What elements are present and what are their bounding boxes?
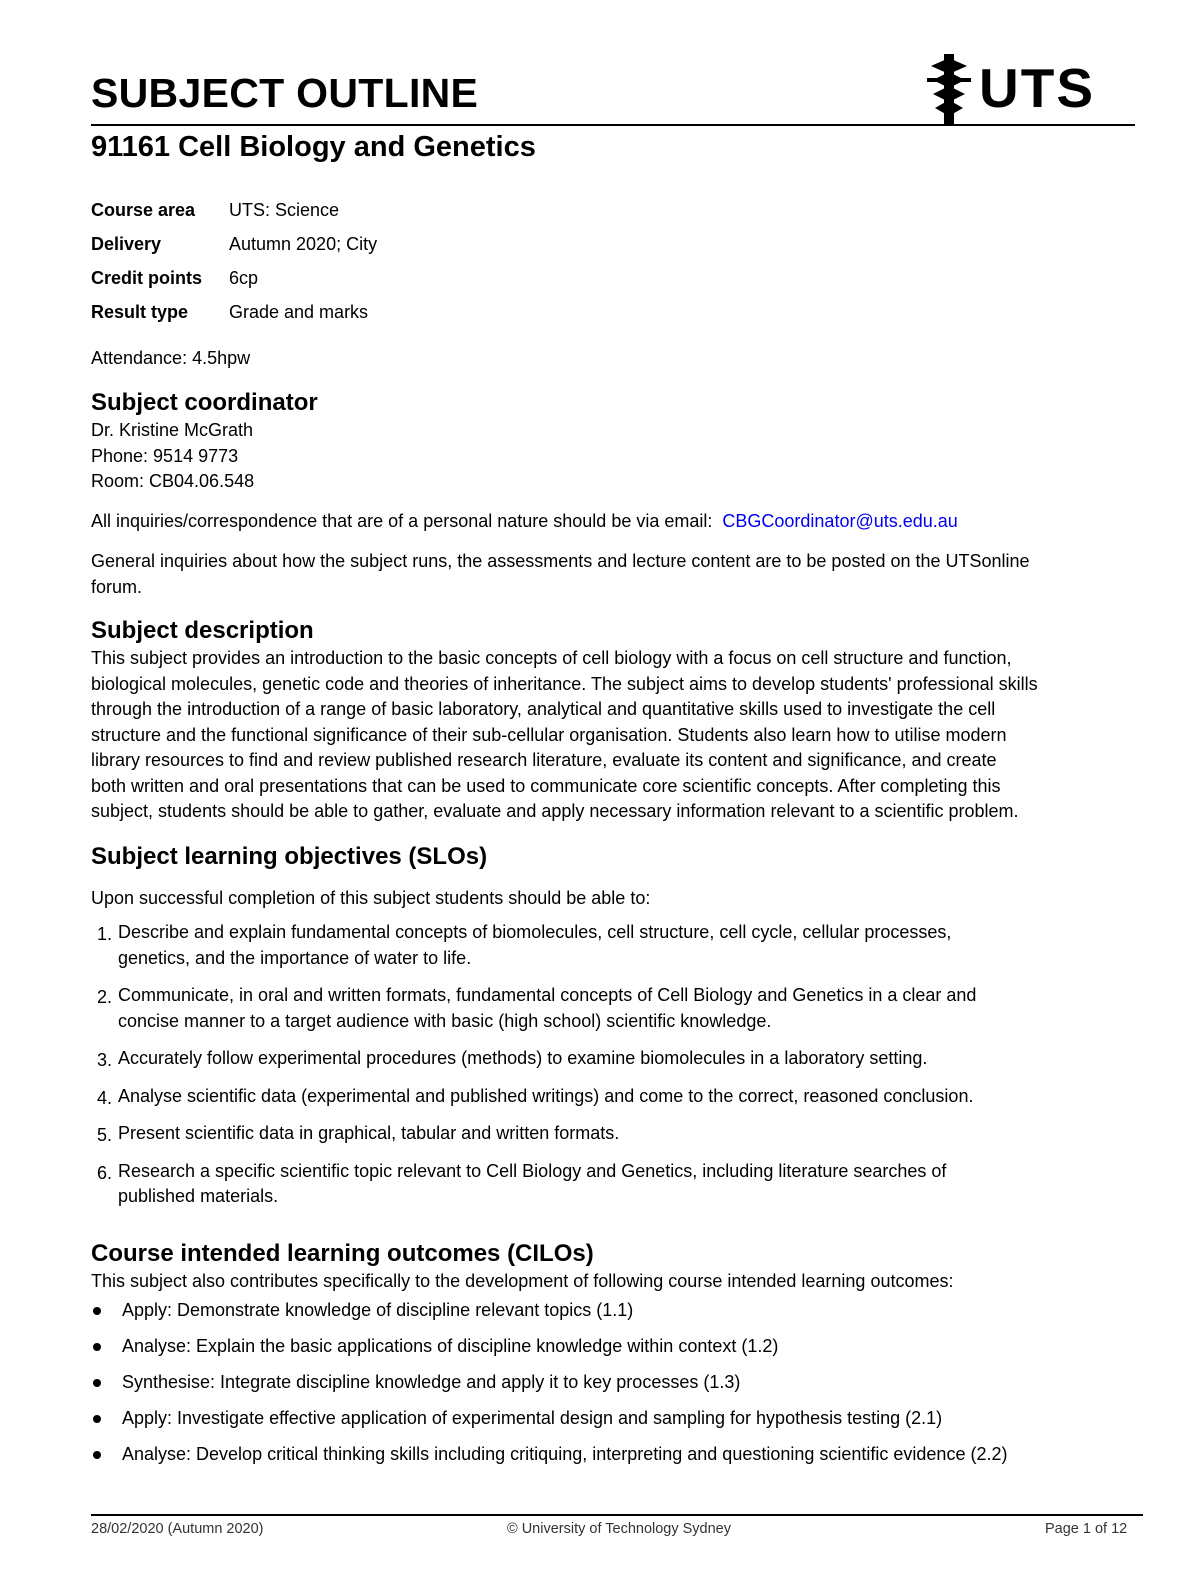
cilos-heading: Course intended learning outcomes (CILOs) [91, 1240, 594, 1267]
slo-line: genetics, and the importance of water to life. [118, 947, 472, 968]
slo-item [91, 1046, 1091, 1084]
slo-line: published materials. [118, 1186, 279, 1206]
bullet-icon [93, 1415, 101, 1423]
description-line: through the introduction of a range of basic laboratory, analytical and quantitative skills used to investigate the cell [91, 699, 996, 719]
slo-number: 2. [97, 987, 113, 1007]
uts-crest-icon [927, 54, 971, 124]
meta-value: 6cp [229, 267, 259, 288]
meta-row-course-area [91, 193, 377, 227]
cilo-text: Analyse: Explain the basic applications of discipline knowledge within context (1.2) [122, 1336, 779, 1356]
description-line: structure and the functional significance of their sub-cellular organisation. Students also learn how to utilise modern [91, 724, 1007, 745]
meta-label: Result type [91, 301, 189, 322]
subject-title: 91161 Cell Biology and Genetics [91, 131, 536, 163]
logo-text: UTS [979, 57, 1095, 119]
cilo-item [91, 1406, 1151, 1442]
slo-item [91, 983, 1091, 1046]
slo-item [91, 1084, 1091, 1122]
slos-heading: Subject learning objectives (SLOs) [91, 843, 488, 870]
slo-line: concise manner to a target audience with basic (high school) scientific knowledge. [118, 1010, 772, 1031]
subject-meta [91, 193, 377, 329]
slo-line: Accurately follow experimental procedures (methods) to examine biomolecules in a laboratory setting. [118, 1048, 928, 1068]
meta-value: Grade and marks [229, 301, 369, 322]
description-heading: Subject description [91, 617, 314, 644]
description-line: This subject provides an introduction to the basic concepts of cell biology with a focus on cell structure and function, [91, 648, 1012, 668]
general-inquiries-line: forum. [91, 576, 143, 597]
footer-copyright: © University of Technology Sydney [507, 1521, 731, 1537]
cilo-item [91, 1334, 1151, 1370]
slo-line: Research a specific scientific topic relevant to Cell Biology and Genetics, including literature searches of [118, 1160, 947, 1181]
description-line: both written and oral presentations that can be used to communicate core scientific concepts. After completing this [91, 775, 1001, 796]
description-line: biological molecules, genetic code and theories of inheritance. The subject aims to develop students' professional skills [91, 673, 1038, 694]
footer-rule [91, 1514, 1143, 1516]
footer-page-number: Page 1 of 12 [1045, 1521, 1128, 1537]
slo-line: Communicate, in oral and written formats, fundamental concepts of Cell Biology and Genetics in a clear and [118, 985, 977, 1005]
coordinator-phone: Phone: 9514 9773 [91, 445, 239, 466]
slo-line: Describe and explain fundamental concepts of biomolecules, cell structure, cell cycle, cellular processes, [118, 922, 952, 942]
coordinator-details [91, 418, 1141, 495]
slo-list [91, 920, 1091, 1222]
slo-item [91, 920, 1091, 983]
bullet-icon [93, 1379, 101, 1387]
cilo-item [91, 1298, 1151, 1334]
header-rule [91, 124, 1135, 126]
uts-logo [927, 54, 1097, 124]
meta-label: Delivery [91, 233, 162, 254]
footer-date: 28/02/2020 (Autumn 2020) [91, 1521, 264, 1537]
slo-number: 6. [97, 1162, 113, 1183]
slo-line: Analyse scientific data (experimental and published writings) and come to the correct, reasoned conclusion. [118, 1085, 974, 1106]
general-inquiries-paragraph [91, 549, 1141, 600]
meta-row-credit-points [91, 261, 377, 295]
cilo-text: Apply: Investigate effective application of experimental design and sampling for hypothesis testing (2.1) [122, 1408, 943, 1428]
bullet-icon [93, 1343, 101, 1351]
cilo-item [91, 1370, 1151, 1406]
description-line: subject, students should be able to gather, evaluate and apply necessary information relevant to a scientific problem. [91, 801, 1019, 821]
meta-value: UTS: Science [229, 199, 340, 220]
description-line: library resources to find and review published research literature, evaluate its content and significance, and create [91, 750, 997, 770]
slo-line: Present scientific data in graphical, tabular and written formats. [118, 1123, 620, 1143]
coordinator-email-link[interactable]: CBGCoordinator@uts.edu.au [722, 511, 958, 531]
slo-number: 4. [97, 1087, 113, 1108]
cilo-item [91, 1442, 1151, 1478]
coordinator-room: Room: CB04.06.548 [91, 471, 255, 491]
slo-number: 3. [97, 1050, 113, 1070]
meta-row-result-type [91, 295, 377, 329]
meta-row-delivery [91, 227, 377, 261]
cilos-intro: This subject also contributes specifically to the development of following course intended learning outcomes: [91, 1271, 954, 1291]
cilo-list [91, 1298, 1151, 1478]
attendance-text: Attendance: 4.5hpw [91, 348, 251, 368]
slo-item [91, 1121, 1091, 1159]
bullet-icon [93, 1307, 101, 1315]
bullet-icon [93, 1451, 101, 1459]
coordinator-heading: Subject coordinator [91, 389, 318, 416]
cilo-text: Synthesise: Integrate discipline knowledge and apply it to key processes (1.3) [122, 1372, 741, 1392]
meta-label: Credit points [91, 267, 202, 288]
general-inquiries-line: General inquiries about how the subject runs, the assessments and lecture content are to be posted on the UTSonline [91, 551, 1030, 571]
meta-value: Autumn 2020; City [229, 233, 378, 254]
description-paragraph [91, 646, 1141, 825]
slo-number: 5. [97, 1125, 113, 1145]
inquiries-text: All inquiries/correspondence that are of a personal nature should be via email: [91, 511, 713, 531]
coordinator-name: Dr. Kristine McGrath [91, 420, 254, 440]
document-title: SUBJECT OUTLINE [91, 70, 479, 116]
slo-number: 1. [97, 924, 113, 944]
slos-intro: Upon successful completion of this subject students should be able to: [91, 888, 651, 908]
cilo-text: Apply: Demonstrate knowledge of discipline relevant topics (1.1) [122, 1300, 634, 1320]
inquiries-paragraph [91, 509, 1141, 535]
cilo-text: Analyse: Develop critical thinking skills including critiquing, interpreting and questioning scientific evidence (2.2) [122, 1444, 1008, 1464]
slo-item [91, 1159, 1091, 1222]
meta-label: Course area [91, 199, 196, 220]
